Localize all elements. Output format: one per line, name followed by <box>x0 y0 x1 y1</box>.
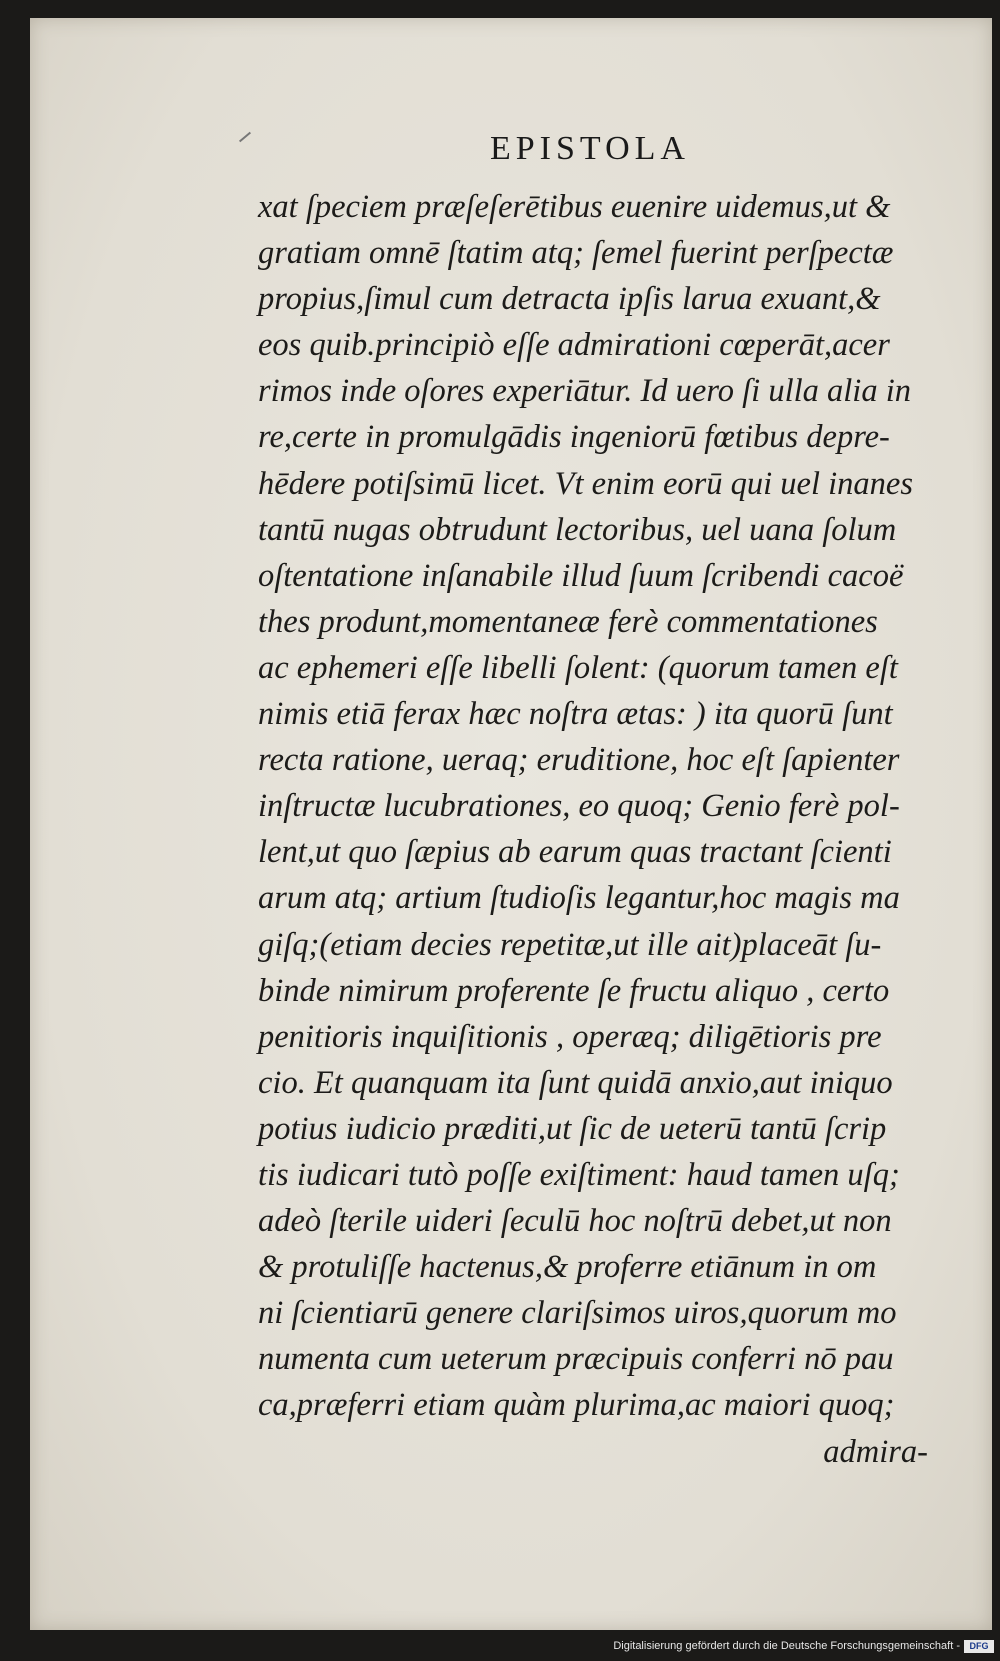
text-line: nimis etiā ferax hæc noſtra ætas: ) ita quorū ſunt <box>258 696 893 733</box>
catchword: admira- <box>823 1433 928 1470</box>
text-line: numenta cum ueterum præcipuis conferri nō pau <box>258 1341 894 1378</box>
text-line: hēdere potiſsimū licet. Vt enim eorū qui uel inanes <box>258 465 913 502</box>
text-line: ni ſcientiarū genere clariſsimos uiros,quorum mo <box>258 1295 897 1332</box>
page-text <box>258 184 958 1475</box>
text-line: & protuliſſe hactenus,& proferre etiānum in om <box>258 1249 877 1286</box>
text-line: oſtentatione inſanabile illud ſuum ſcribendi cacoë <box>258 557 904 594</box>
text-line: eos quib.principiò eſſe admirationi cœperāt,acer <box>258 327 890 364</box>
text-line: tis iudicari tutò poſſe exiſtiment: haud tamen uſq; <box>258 1156 900 1193</box>
text-line: adeò ſterile uideri ſeculū hoc noſtrū debet,ut non <box>258 1203 892 1240</box>
digitization-credit: Digitalisierung gefördert durch die Deutsche Forschungsgemeinschaft - <box>613 1640 960 1652</box>
text-line: ac ephemeri eſſe libelli ſolent: (quorum tamen eſt <box>258 649 898 686</box>
text-line: potius iudicio præditi,ut ſic de ueterū tantū ſcrip <box>258 1110 887 1147</box>
text-line: cio. Et quanquam ita ſunt quidā anxio,aut iniquo <box>258 1064 893 1101</box>
text-line: xat ſpeciem præſeſerētibus euenire uidemus,ut & <box>258 189 891 225</box>
page-header: EPISTOLA <box>490 130 690 167</box>
dfg-logo: DFG <box>964 1640 994 1653</box>
text-line: inſtructæ lucubrationes, eo quoq; Genio ferè pol- <box>258 788 900 825</box>
text-line: gratiam omnē ſtatim atq; ſemel fuerint perſpectæ <box>258 235 894 272</box>
text-line: binde nimirum proferente ſe fructu aliquo , certo <box>258 972 890 1009</box>
text-line: lent,ut quo ſæpius ab earum quas tractant ſcienti <box>258 834 892 871</box>
text-line: re,certe in promulgādis ingeniorū fœtibus depre- <box>258 419 890 456</box>
text-line: recta ratione, ueraq; eruditione, hoc eſt ſapienter <box>258 742 900 779</box>
text-line: propius,ſimul cum detracta ipſis larua exuant,& <box>258 281 881 318</box>
text-line: penitioris inquiſitionis , operæq; diligētioris pre <box>258 1018 882 1055</box>
text-line: giſq;(etiam decies repetitæ,ut ille ait)placeāt ſu- <box>258 926 882 963</box>
text-line: arum atq; artium ſtudioſis legantur,hoc magis ma <box>258 880 900 917</box>
margin-mark <box>239 132 251 143</box>
book-page <box>30 18 992 1630</box>
text-line: thes produnt,momentaneæ ferè commentationes <box>258 603 878 640</box>
text-line: tantū nugas obtrudunt lectoribus, uel uana ſolum <box>258 511 897 548</box>
text-line: ca,præferri etiam quàm plurima,ac maiori quoq; <box>258 1387 895 1424</box>
text-line: rimos inde oſores experiātur. Id uero ſi ulla alia in <box>258 373 911 410</box>
